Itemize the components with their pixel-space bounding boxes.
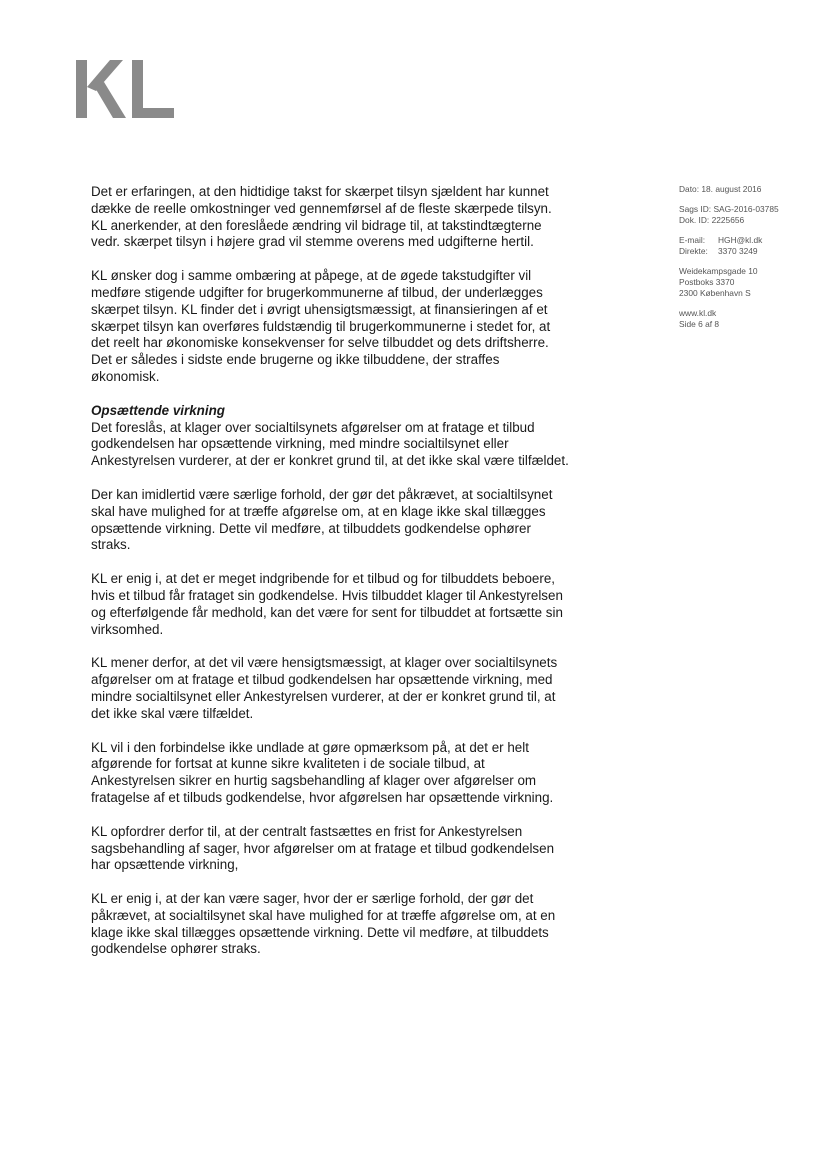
doc-id-value: 2225656 [711, 215, 745, 225]
kl-logo-mark [76, 60, 176, 120]
direct-phone-label: Direkte: [679, 246, 708, 256]
date-block [679, 184, 819, 195]
direct-phone-value: 3370 3249 [718, 246, 758, 256]
address-line: Postboks 3370 [679, 277, 735, 287]
address-line: Weidekampsgade 10 [679, 266, 758, 276]
email-label: E-mail: [679, 235, 706, 245]
paragraph: KL mener derfor, at det vil være hensigtsmæssigt, at klager over socialtilsynets afgørelser om at fratage et tilbud godkendelsen har opsættende virkning, med mindre socialtilsynet eller Ankestyrelsen vurderer, at der er konkret grund til, at det ikke skal være tilfældet. [91, 655, 558, 721]
paragraph: Det foreslås, at klager over socialtilsynets afgørelser om at fratage et tilbud godkendelsen har opsættende virkning, med mindre socialtilsynet eller Ankestyrelsen vurderer, at der er konkret grund til, at det ikke skal være tilfældet. [91, 419, 569, 469]
paragraph: KL er enig i, at det er meget indgribende for et tilbud og for tilbuddets beboere, hvis et tilbud får frataget sin godkendelse. Hvis tilbuddet klager til Ankestyrelsen og efterfølgende får medhold, kan det være for sent for tilbuddet at fortsætte sin virksomhed. [91, 571, 563, 637]
doc-id-label: Dok. ID: [679, 215, 710, 225]
address-block [679, 266, 819, 299]
paragraph: Der kan imidlertid være særlige forhold, der gør det påkrævet, at socialtilsynet skal have mulighed for at træffe afgørelse om, at en klage ikke skal tillægges opsættende virkning. Dette vil medføre, at tilbuddets godkendelse ophører straks. [91, 486, 553, 553]
email-value[interactable]: HGH@kl.dk [718, 235, 763, 245]
kl-logo [76, 60, 176, 120]
contact-block [679, 235, 819, 257]
case-id-value: SAG-2016-03785 [713, 204, 779, 214]
website-link[interactable]: www.kl.dk [679, 308, 717, 318]
paragraph: KL vil i den forbindelse ikke undlade at gøre opmærksom på, at det er helt afgørende for fortsat at kunne sikre kvaliteten i de sociale tilbud, at Ankestyrelsen sikrer en hurtig sagsbehandling af klager over afgørelser om fratagelse af et tilbuds godkendelse, hvor afgørelsen har opsættende virkning. [91, 739, 554, 805]
case-id-label: Sags ID: [679, 204, 712, 214]
address-line: 2300 København S [679, 288, 751, 298]
page-number: Side 6 af 8 [679, 319, 720, 329]
paragraph: Det er erfaringen, at den hidtidige takst for skærpet tilsyn sjældent har kunnet dække de reelle omkostninger ved gennemførsel af de fleste skærpede tilsyn. KL anerkender, at den foreslåede ændring vil bidrage til, at takstindtægterne vedr. skærpet tilsyn i højere grad vil stemme overens med udgifterne hertil. [91, 184, 552, 250]
date-label: Dato: [679, 184, 700, 194]
paragraph: KL ønsker dog i samme ombæring at påpege, at de øgede takstudgifter vil medføre stigende udgifter for brugerkommunerne af tilbud, der underlægges skærpet tilsyn. KL finder det i øvrigt uhensigtsmæssigt, at finansieringen af et skærpet tilsyn kan overføres fuldstændig til brugerkommunerne i stedet for, at det reelt har økonomiske konsekvenser for selve tilbuddet og dets driftsherre. Det er således i sidste ende brugerne og ikke tilbuddene, der straffes økonomisk. [91, 268, 551, 384]
date-value: 18. august 2016 [701, 184, 762, 194]
sidebar-meta [679, 184, 819, 339]
paragraph: KL er enig i, at der kan være sager, hvor der er særlige forhold, der gør det påkrævet, at socialtilsynet skal have mulighed for at træffe afgørelse om, at en klage ikke skal tillægges opsættende virkning. Dette vil medføre, at tilbuddets godkendelse ophører straks. [91, 891, 556, 957]
web-block [679, 308, 819, 330]
section-heading: Opsættende virkning [91, 402, 225, 418]
id-block [679, 204, 819, 226]
paragraph: KL opfordrer derfor til, at der centralt fastsættes en frist for Ankestyrelsen sagsbehandling af sager, hvor afgørelser om at fratage et tilbud godkendelsen har opsættende virkning, [91, 823, 555, 873]
letter-body [91, 184, 571, 975]
